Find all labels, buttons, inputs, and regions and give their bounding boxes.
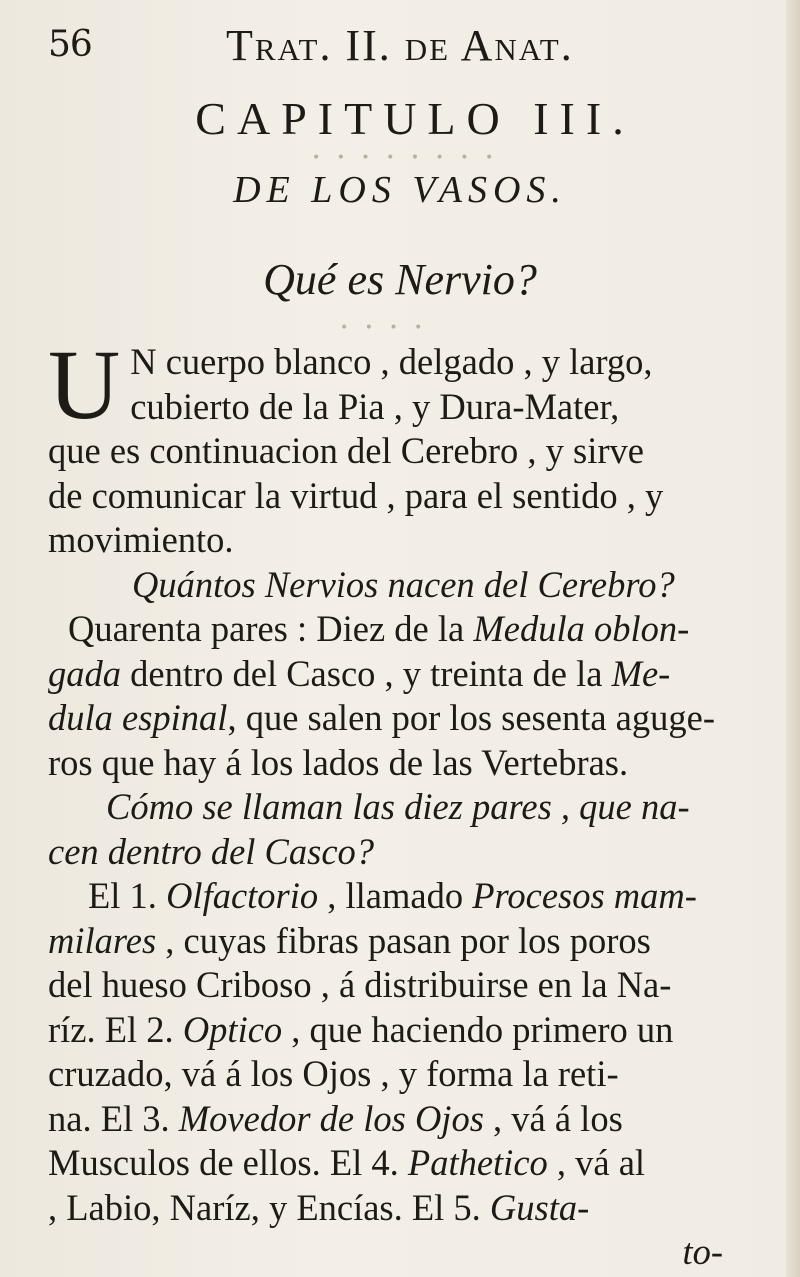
- text-line: Musculos de ellos. El 4. Pathetico , vá al: [48, 1142, 646, 1183]
- page-number: 56: [48, 24, 92, 65]
- question-text: Quántos Nervios nacen del Cerebro?: [132, 563, 675, 605]
- question-title: Qué es Nervio?: [263, 255, 537, 304]
- running-head: Trat. II. de Anat.: [226, 21, 574, 70]
- text-line: N cuerpo blanco , delgado , y largo,: [130, 341, 653, 382]
- catchword: to-: [682, 1231, 723, 1272]
- text-line: que es continuacion del Cerebro , y sirve: [48, 430, 644, 471]
- paragraph-1: [48, 340, 763, 429]
- text-line: Quarenta pares : Diez de la Medula oblon-: [68, 608, 690, 649]
- decorative-dots: • • • •: [340, 320, 429, 336]
- text-line: del hueso Criboso , á distribuirse en la Na-: [48, 964, 672, 1005]
- text-line: ros que hay á los lados de las Vertebras.: [48, 741, 629, 783]
- text-line: cruzado, vá á los Ojos , y forma la reti-: [48, 1053, 619, 1094]
- drop-cap: U: [48, 340, 121, 429]
- text-line: na. El 3. Movedor de los Ojos , vá á los: [48, 1097, 623, 1139]
- text-line: cubierto de la Pia , y Dura-Mater,: [130, 385, 620, 427]
- question-heading: [48, 563, 763, 608]
- text-line: El 1. Olfactorio , llamado Procesos mam-: [88, 875, 697, 916]
- question-heading: Cómo se llaman las diez pares , que na-: [106, 786, 690, 827]
- page-header: [48, 18, 768, 74]
- text-line: milares , cuyas fibras pasan por los poros: [48, 919, 651, 961]
- text-line: ríz. El 2. Optico , que haciendo primero un: [48, 1008, 674, 1050]
- question-heading: cen dentro del Casco?: [48, 830, 375, 872]
- body-text: [48, 340, 763, 1275]
- text-line: , Labio, Naríz, y Encías. El 5. Gusta-: [48, 1186, 590, 1228]
- decorative-dots: • • • • • • • •: [312, 150, 500, 166]
- text-line: de comunicar la virtud , para el sentido , y: [48, 474, 664, 516]
- chapter-heading: CAPITULO III.: [195, 93, 635, 144]
- chapter-subject: DE LOS VASOS.: [233, 169, 567, 211]
- text-line: dula espinal, que salen por los sesenta aguge-: [48, 697, 715, 738]
- text-line: gada dentro del Casco , y treinta de la Me-: [48, 652, 671, 694]
- text-line: movimiento.: [48, 519, 234, 560]
